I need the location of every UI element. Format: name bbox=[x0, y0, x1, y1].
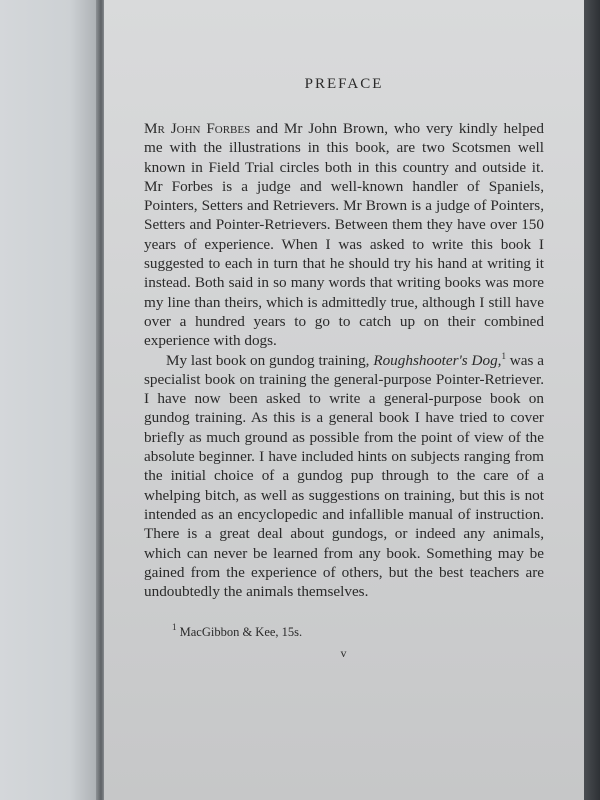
paragraph-1 bbox=[144, 119, 544, 351]
paragraph-2-text: was a specialist book on training the general-purpose Pointer-Retriever. I have now been asked to write a general-purpose book on gundog training. As this is a general book I have tried to cover briefly as much ground as possible from the point of view of the absolute beginner. I have included hints on subjects ranging from the initial choice of a gundog pup through to the care of a whelping bitch, as well as suggestions on training, but this is not intended as an encyclopedic and infallible manual of instruction. There is a great deal about gundogs, or indeed any animals, which can never be learned from any book. Something may be gained from the experience of others, but the best teachers are undoubtedly the animals themselves. bbox=[144, 351, 544, 601]
page-number: v bbox=[340, 646, 348, 661]
paragraph-2 bbox=[144, 351, 544, 602]
footnote bbox=[172, 622, 544, 640]
book-title: Roughshooter's Dog, bbox=[373, 351, 502, 369]
footnote-mark: 1 bbox=[172, 622, 177, 633]
page-edge-shadow bbox=[584, 0, 600, 800]
paragraph-1-text: and Mr John Brown, who very kindly helped me with the illustrations in this book, are two Scotsmen well known in Field Trial circles both in this country and outside it. Mr Forbes is a judge and well-known handler of Spaniels, Pointers, Setters and Retrievers. Mr Brown is a judge of Pointers, Setters and Pointer-Retrievers. Between them they have over 150 years of experience. When I was asked to write this book I suggested to each in turn that he should try his hand at writing it instead. Both said in so many words that writing books was more my line than theirs, which is admittedly true, although I still have over a hundred years to go to catch up on their combined experience with dogs. bbox=[144, 120, 544, 350]
paragraph-2-start: My last book on gundog training, bbox=[166, 351, 374, 369]
footnote-text: MacGibbon & Kee, 15s. bbox=[176, 625, 303, 640]
page-title: PREFACE bbox=[304, 76, 384, 92]
page-content bbox=[144, 76, 544, 661]
left-page bbox=[0, 0, 100, 800]
footnote-reference: 1 bbox=[501, 350, 506, 361]
lead-in-smallcaps: Mr John Forbes bbox=[144, 120, 251, 137]
